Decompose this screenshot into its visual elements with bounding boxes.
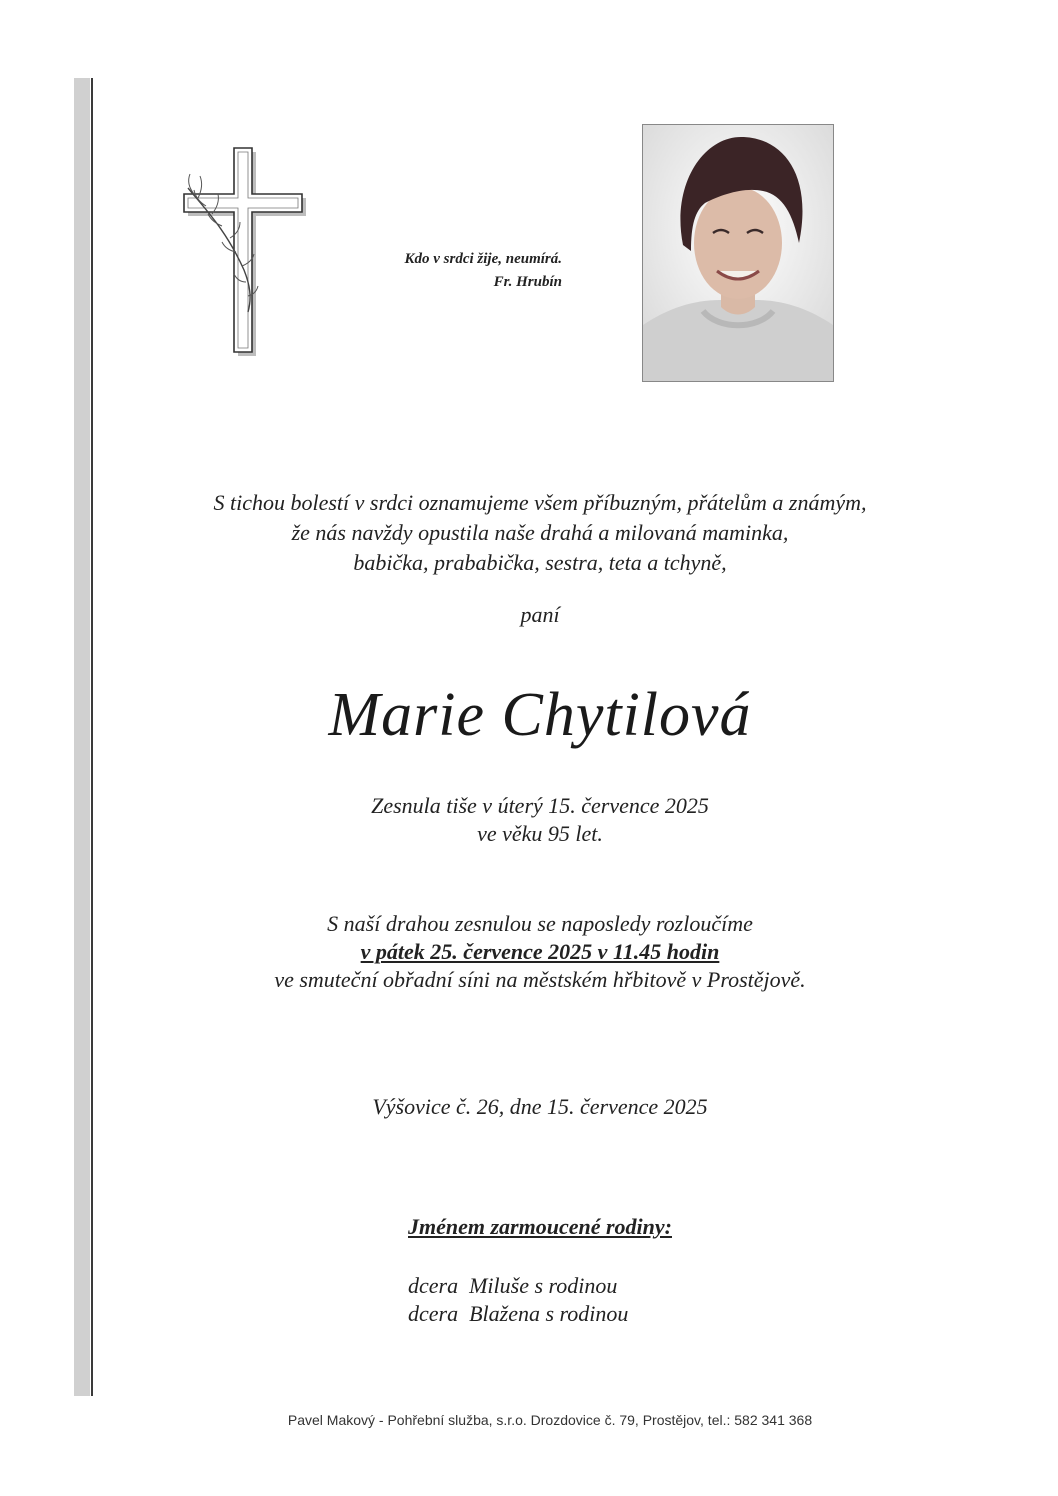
announcement-line: babička, prababička, sestra, teta a tchyně, [353,550,727,575]
funeral-location: ve smuteční obřadní síni na městském hřbitově v Prostějově. [274,967,806,992]
honorific: paní [520,602,560,627]
age-line: ve věku 95 let. [477,821,603,846]
relatives-list [408,1272,708,1328]
cross-icon [176,140,308,356]
announcement-line: že nás navždy opustila naše drahá a milovaná maminka, [291,520,789,545]
portrait-photo [642,124,834,382]
quote-text: Kdo v srdci žije, neumírá. [404,251,562,267]
place-and-date: Výšovice č. 26, dne 15. července 2025 [372,1094,708,1119]
left-margin-line [91,78,93,1396]
quote-author: Fr. Hrubín [493,274,562,290]
funeral-info [100,910,980,994]
death-date-line: Zesnula tiše v úterý 15. července 2025 [371,793,709,818]
funeral-datetime: v pátek 25. července 2025 v 11.45 hodin [360,939,720,964]
announcement-line: S tichou bolestí v srdci oznamujeme všem příbuzným, přátelům a známým, [213,490,867,515]
funeral-service-footer: Pavel Makový - Pohřební služba, s.r.o. Drozdovice č. 79, Prostějov, tel.: 582 341 368 [287,1412,813,1428]
announcement-text [100,488,980,578]
deceased-name: Marie Chytilová [328,681,752,749]
death-info [100,792,980,848]
left-margin-bar [74,78,90,1396]
relative-item: dcera Miluše s rodinou [408,1273,618,1298]
memorial-quote [340,248,562,294]
family-heading: Jménem zarmoucené rodiny: [408,1214,672,1239]
funeral-intro: S naší drahou zesnulou se naposledy rozloučíme [327,911,753,936]
relative-item: dcera Blažena s rodinou [408,1301,629,1326]
portrait-image [643,125,833,381]
